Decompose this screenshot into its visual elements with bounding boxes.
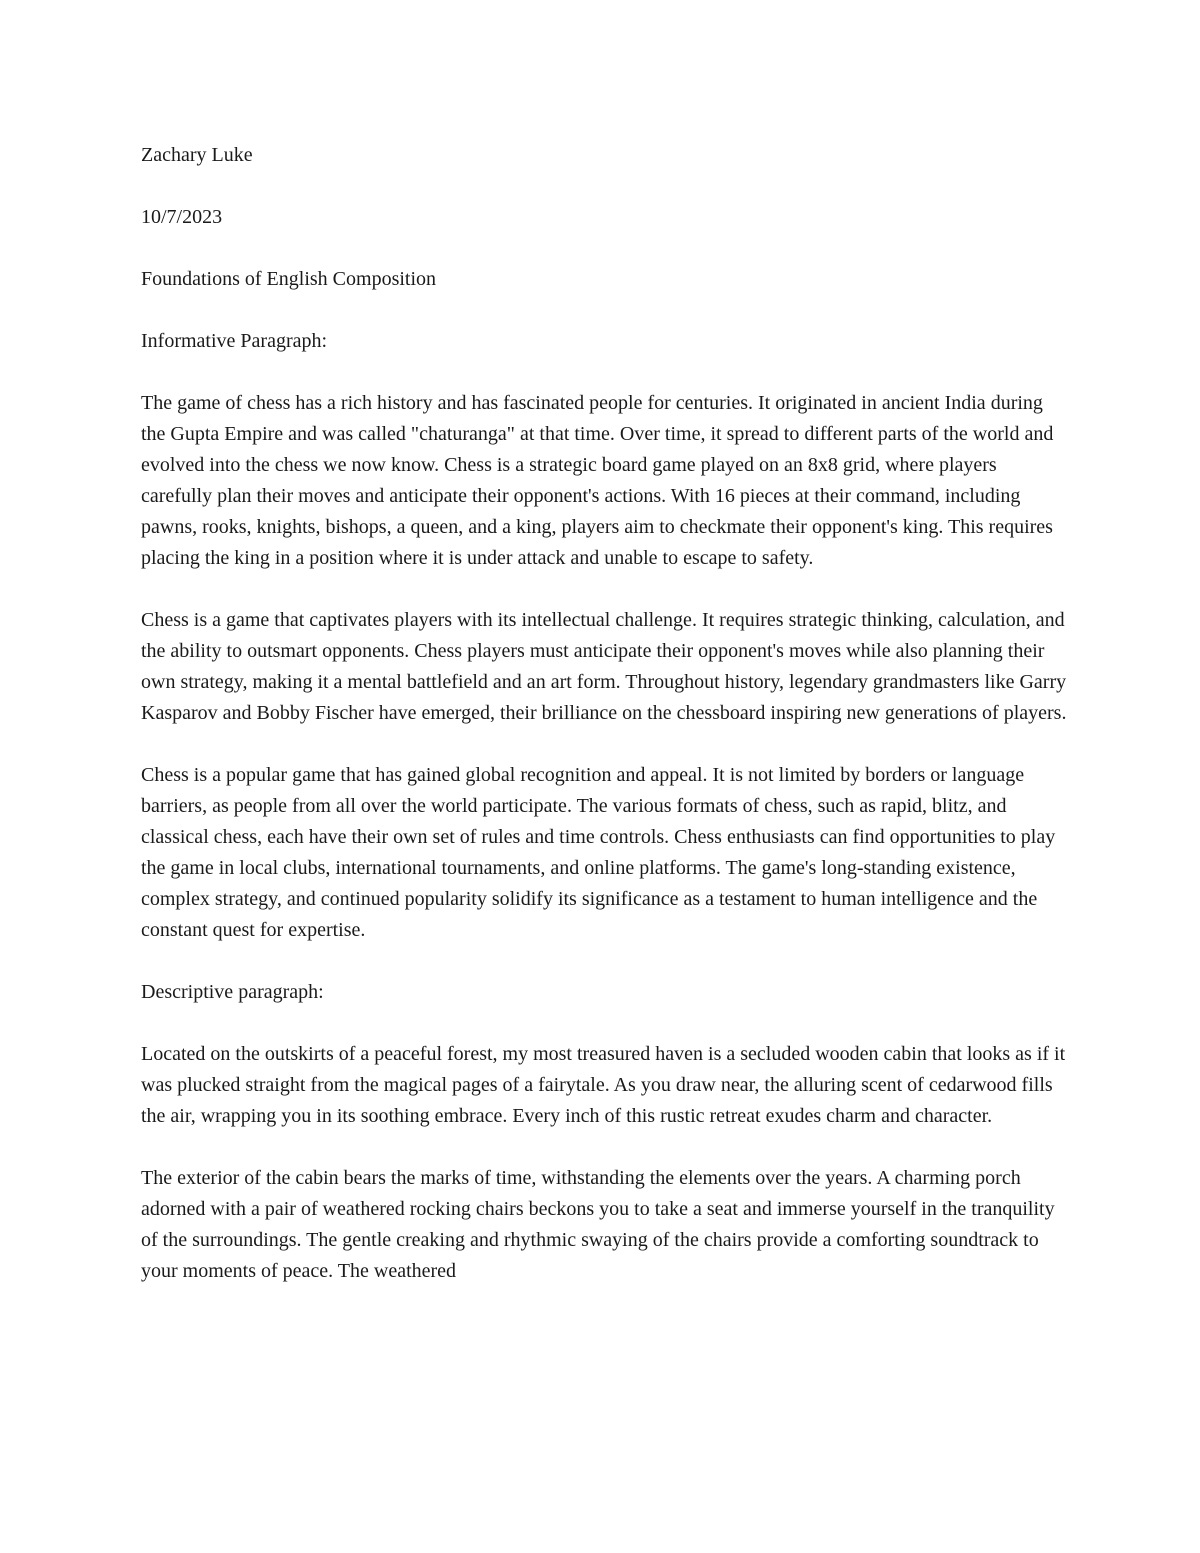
document-date: 10/7/2023 [141, 206, 223, 228]
document-body [141, 140, 1071, 1318]
course-name: Foundations of English Composition [141, 268, 437, 290]
informative-paragraph-2: Chess is a game that captivates players with its intellectual challenge. It requires strategic thinking, calculation, and the ability to outsmart opponents. Chess players must anticipate their opponent's moves while also planning their own strategy, making it a mental battlefield and an art form. Throughout history, legendary grandmasters like Garry Kasparov and Bobby Fischer have emerged, their brilliance on the chessboard inspiring new generations of players. [141, 609, 1067, 724]
descriptive-paragraph-2: The exterior of the cabin bears the marks of time, withstanding the elements over the years. A charming porch adorned with a pair of weathered rocking chairs beckons you to take a seat and immerse yourself in the tranquility of the surroundings. The gentle creaking and rhythmic swaying of the chairs provide a comforting soundtrack to your moments of peace. The weathered [141, 1167, 1055, 1282]
informative-heading: Informative Paragraph: [141, 330, 328, 352]
descriptive-paragraph-1: Located on the outskirts of a peaceful forest, my most treasured haven is a secluded wooden cabin that looks as if it was plucked straight from the magical pages of a fairytale. As you draw near, the alluring scent of cedarwood fills the air, wrapping you in its soothing embrace. Every inch of this rustic retreat exudes charm and character. [141, 1043, 1066, 1127]
informative-paragraph-1: The game of chess has a rich history and has fascinated people for centuries. It originated in ancient India during the Gupta Empire and was called "chaturanga" at that time. Over time, it spread to different parts of the world and evolved into the chess we now know. Chess is a strategic board game played on an 8x8 grid, where players carefully plan their moves and anticipate their opponent's actions. With 16 pieces at their command, including pawns, rooks, knights, bishops, a queen, and a king, players aim to checkmate their opponent's king. This requires placing the king in a position where it is under attack and unable to escape to safety. [141, 392, 1054, 569]
author-name: Zachary Luke [141, 144, 253, 166]
informative-paragraph-3: Chess is a popular game that has gained global recognition and appeal. It is not limited by borders or language barriers, as people from all over the world participate. The various formats of chess, such as rapid, blitz, and classical chess, each have their own set of rules and time controls. Chess enthusiasts can find opportunities to play the game in local clubs, international tournaments, and online platforms. The game's long-standing existence, complex strategy, and continued popularity solidify its significance as a testament to human intelligence and the constant quest for expertise. [141, 764, 1056, 941]
descriptive-heading: Descriptive paragraph: [141, 981, 324, 1003]
